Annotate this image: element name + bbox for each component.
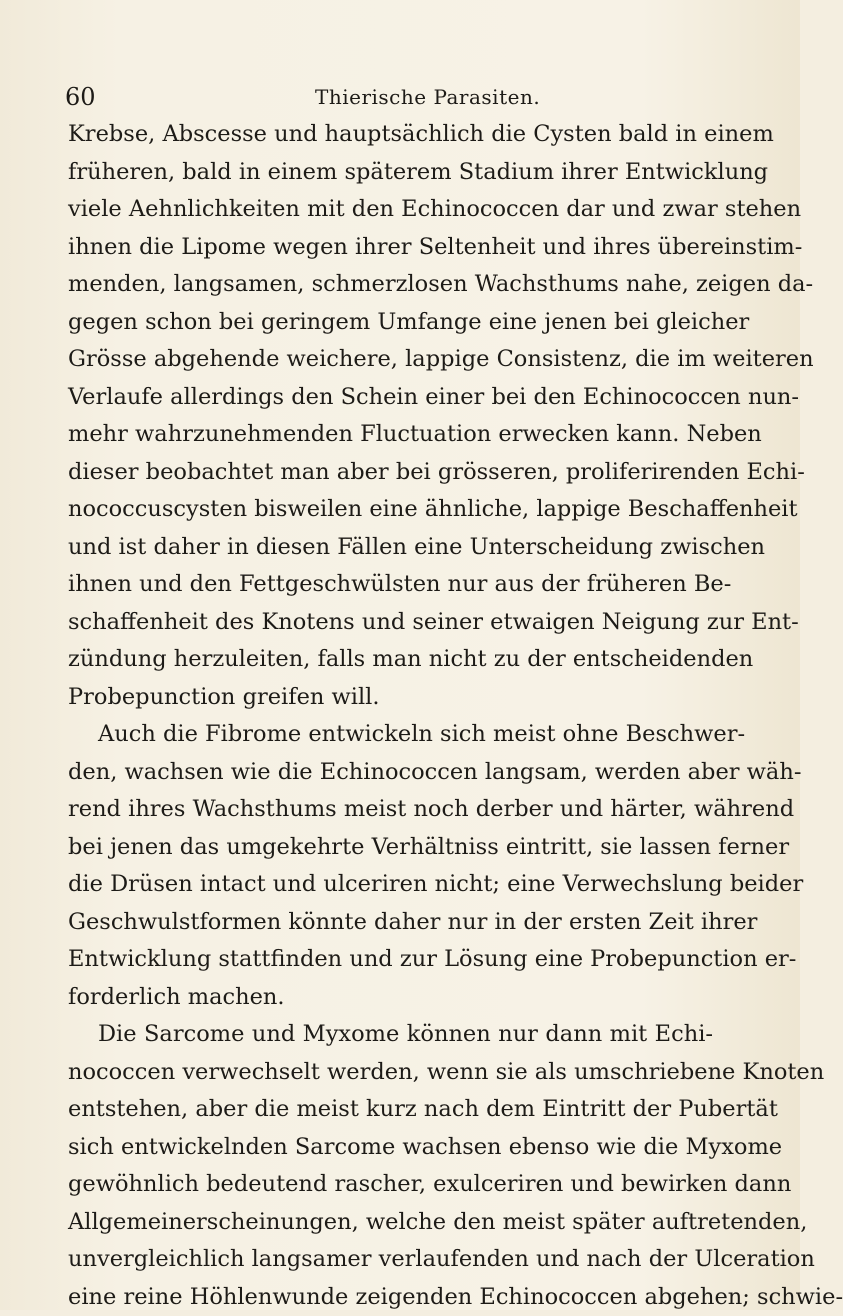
text-line: früheren, bald in einem späterem Stadium ihrer Entwicklung	[68, 154, 713, 192]
text-line: Grösse abgehende weichere, lappige Consistenz, die im weiteren	[68, 341, 713, 379]
text-line: Die Sarcome und Myxome können nur dann mit Echi-	[68, 1016, 713, 1054]
text-line: den, wachsen wie die Echinococcen langsam, werden aber wäh-	[68, 754, 713, 792]
running-title: Thierische Parasiten.	[315, 82, 540, 112]
text-line: entstehen, aber die meist kurz nach dem Eintritt der Pubertät	[68, 1091, 713, 1129]
text-line: sich entwickelnden Sarcome wachsen ebenso wie die Myxome	[68, 1129, 713, 1167]
text-line: Probepunction greifen will.	[68, 679, 713, 717]
text-line: Allgemeinerscheinungen, welche den meist später auftretenden,	[68, 1204, 713, 1242]
body-text	[68, 116, 713, 1316]
text-line: die Drüsen intact und ulceriren nicht; eine Verwechslung beider	[68, 866, 713, 904]
text-line: menden, langsamen, schmerzlosen Wachsthums nahe, zeigen da-	[68, 266, 713, 304]
text-line: gewöhnlich bedeutend rascher, exulceriren und bewirken dann	[68, 1166, 713, 1204]
text-line: rend ihres Wachsthums meist noch derber und härter, während	[68, 791, 713, 829]
text-line: gegen schon bei geringem Umfange eine jenen bei gleicher	[68, 304, 713, 342]
text-line: nococcuscysten bisweilen eine ähnliche, lappige Beschaffenheit	[68, 491, 713, 529]
text-line: ihnen die Lipome wegen ihrer Seltenheit und ihres übereinstim-	[68, 229, 713, 267]
text-line: Geschwulstformen könnte daher nur in der ersten Zeit ihrer	[68, 904, 713, 942]
text-line: nococcen verwechselt werden, wenn sie als umschriebene Knoten	[68, 1054, 713, 1092]
text-line: Auch die Fibrome entwickeln sich meist ohne Beschwer-	[68, 716, 713, 754]
text-line: Verlaufe allerdings den Schein einer bei den Echinococcen nun-	[68, 379, 713, 417]
text-line: schaffenheit des Knotens und seiner etwaigen Neigung zur Ent-	[68, 604, 713, 642]
page-number: 60	[65, 82, 96, 112]
text-line: dieser beobachtet man aber bei grösseren, proliferirenden Echi-	[68, 454, 713, 492]
text-line: Entwicklung stattfinden und zur Lösung eine Probepunction er-	[68, 941, 713, 979]
text-line: mehr wahrzunehmenden Fluctuation erwecken kann. Neben	[68, 416, 713, 454]
text-line: bei jenen das umgekehrte Verhältniss eintritt, sie lassen ferner	[68, 829, 713, 867]
text-line: und ist daher in diesen Fällen eine Unterscheidung zwischen	[68, 529, 713, 567]
text-line: zündung herzuleiten, falls man nicht zu der entscheidenden	[68, 641, 713, 679]
text-line: ihnen und den Fettgeschwülsten nur aus der früheren Be-	[68, 566, 713, 604]
text-line: viele Aehnlichkeiten mit den Echinococcen dar und zwar stehen	[68, 191, 713, 229]
text-line: Krebse, Abscesse und hauptsächlich die Cysten bald in einem	[68, 116, 713, 154]
page-header	[65, 82, 715, 112]
text-line: eine reine Höhlenwunde zeigenden Echinococcen abgehen; schwie-	[68, 1279, 713, 1316]
text-line: unvergleichlich langsamer verlaufenden und nach der Ulceration	[68, 1241, 713, 1279]
text-line: forderlich machen.	[68, 979, 713, 1017]
